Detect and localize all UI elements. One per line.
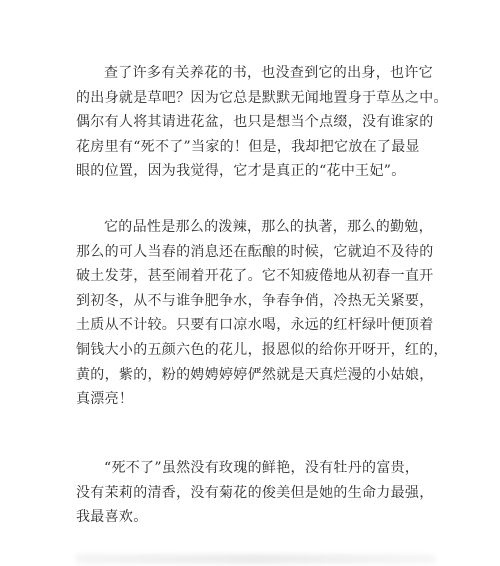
paragraph-line: 土质从不计较。只要有口凉水喝，永远的红杆绿叶便顶着 — [76, 317, 434, 334]
paragraph-line: 花房里有“死不了”当家的！但是，我却把它放在了最显 — [76, 138, 420, 155]
paragraph-line: 到初冬，从不与谁争肥争水，争春争俏，冷热无关紧要， — [76, 292, 434, 309]
paragraph-line: 真漂亮！ — [76, 391, 134, 408]
paragraph-line: 偶尔有人将其请进花盆，也只是想当个点缀，没有谁家的 — [76, 114, 434, 131]
paragraph-line: 没有茉莉的清香，没有菊花的俊美但是她的生命力最强， — [76, 484, 434, 501]
paragraph-line: 铜钱大小的五颜六色的花儿，报恩似的给你开呀开，红的， — [76, 341, 448, 358]
paragraph-3 — [76, 456, 436, 530]
cut-off-text-edge — [76, 554, 436, 564]
paragraph-line: “死不了”虽然没有玫瑰的鲜艳，没有牡丹的富贵， — [104, 460, 420, 476]
paragraph-line: 破土发芽，甚至闹着开花了。它不知疲倦地从初春一直开 — [76, 268, 434, 285]
paragraph-line: 的出身就是草吧？因为它总是默默无闻地置身于草丛之中。 — [76, 89, 448, 106]
paragraph-line: 黄的，紫的，粉的娉娉婷婷俨然就是天真烂漫的小姑娘， — [76, 366, 434, 383]
paragraph-line: 它的品性是那么的泼辣，那么的执著，那么的勤勉， — [104, 219, 433, 235]
paragraph-line: 查了许多有关养花的书，也没查到它的出身，也许它 — [104, 65, 433, 81]
paragraph-1 — [76, 61, 448, 184]
paragraph-line: 我最喜欢。 — [76, 509, 148, 526]
paragraph-line: 眼的位置，因为我觉得，它才是真正的“花中王妃”。 — [76, 163, 406, 180]
paragraph-line: 那么的可人当春的消息还在酝酿的时候，它就迫不及待的 — [76, 243, 434, 260]
paragraph-2 — [76, 215, 448, 412]
